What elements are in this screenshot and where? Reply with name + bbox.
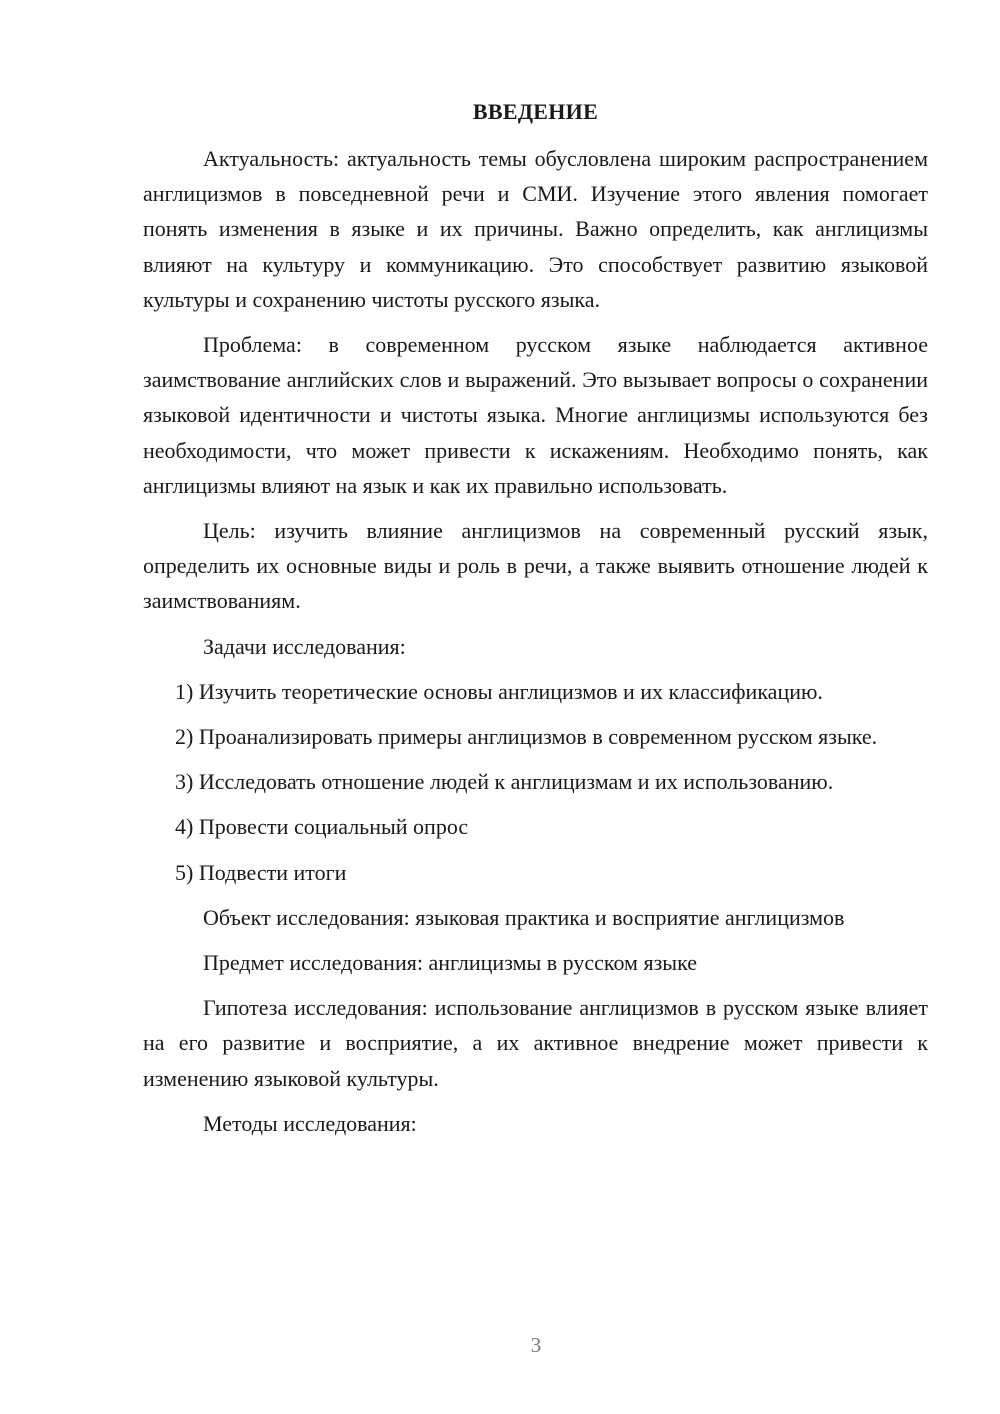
- problem-paragraph: Проблема: в современном русском языке наблюдается активное заимствование английских слов и выражений. Это вызывает вопросы о сохранении языковой идентичности и чистоты языка. Многие англицизмы используются без необходимости, что может привести к искажениям. Необходимо понять, как англицизмы влияют на язык и как их правильно использовать.: [143, 332, 928, 498]
- task-item-1: 1) Изучить теоретические основы англицизмов и их классификацию.: [175, 678, 823, 704]
- tasks-heading: Задачи исследования:: [203, 633, 406, 659]
- relevance-paragraph: Актуальность: актуальность темы обусловлена широким распространением англицизмов в повседневной речи и СМИ. Изучение этого явления помогает понять изменения в языке и их причины. Важно определить, как англицизмы влияют на культуру и коммуникацию. Это способствует развитию языковой культуры и сохранению чистоты русского языка.: [143, 146, 928, 312]
- task-item-2: 2) Проанализировать примеры англицизмов в современном русском языке.: [175, 724, 878, 750]
- page-number: 3: [530, 1333, 542, 1357]
- section-title: ВВЕДЕНИЕ: [472, 99, 599, 124]
- subject-paragraph: Предмет исследования: англицизмы в русском языке: [203, 950, 697, 976]
- object-paragraph: Объект исследования: языковая практика и восприятие англицизмов: [203, 904, 845, 930]
- task-item-5: 5) Подвести итоги: [175, 859, 347, 885]
- page-body: [143, 94, 928, 1151]
- hypothesis-paragraph: Гипотеза исследования: использование англицизмов в русском языке влияет на его развитие и восприятие, а их активное внедрение может привести к изменению языковой культуры.: [143, 995, 928, 1091]
- task-item-3: 3) Исследовать отношение людей к англицизмам и их использованию.: [175, 769, 834, 795]
- task-item-4: 4) Провести социальный опрос: [175, 814, 469, 840]
- methods-heading: Методы исследования:: [203, 1110, 417, 1136]
- goal-paragraph: Цель: изучить влияние англицизмов на современный русский язык, определить их основные виды и роль в речи, а также выявить отношение людей к заимствованиям.: [143, 518, 928, 614]
